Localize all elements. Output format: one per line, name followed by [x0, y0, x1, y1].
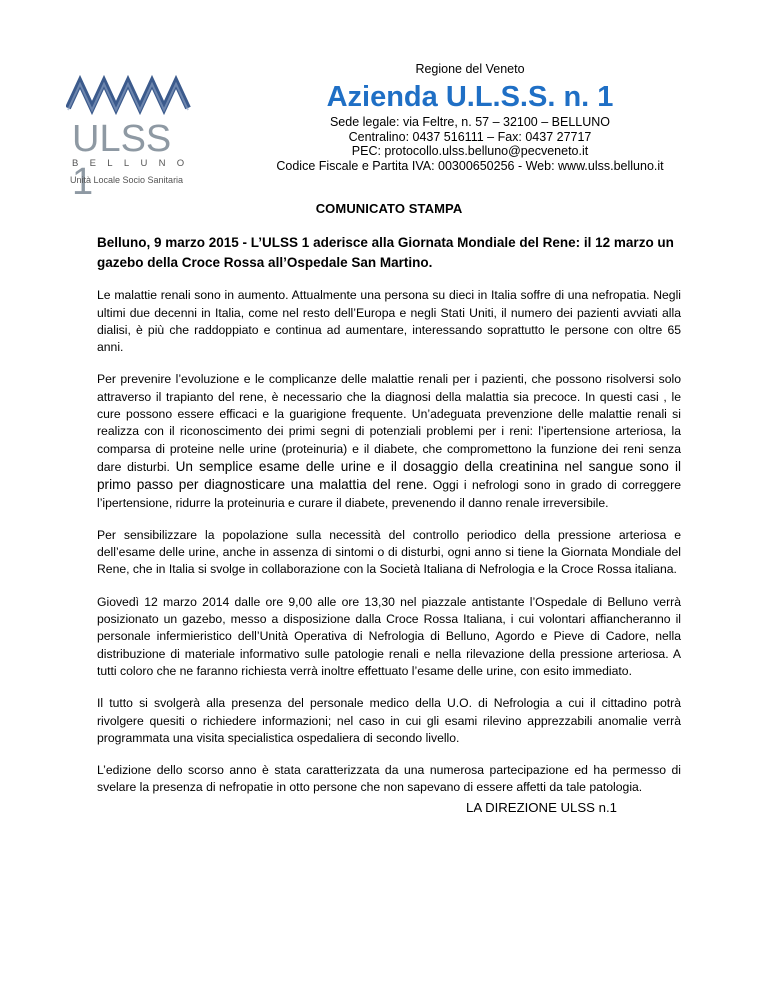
pec-line: PEC: protocollo.ulss.belluno@pecveneto.it [351, 144, 589, 158]
paragraph-text: Oggi i nefrologi sono in grado di correggere l’ipertensione, ridurre la proteinuria e curare il diabete, prevenendo il danno renale irreversibile. [97, 478, 681, 510]
paragraph [97, 762, 681, 797]
azienda-title: Azienda U.L.S.S. n. 1 [326, 81, 614, 113]
signature: LA DIREZIONE ULSS n.1 [466, 800, 617, 815]
paragraph [97, 287, 681, 356]
paragraph-emphasis-text: Un semplice esame delle urine e il dosaggio della creatinina nel sangue sono il primo passo per diagnosticare una malattia del rene. [97, 458, 682, 493]
logo-city-text: BELLUNO [72, 158, 196, 169]
paragraph-text: L’edizione dello scorso anno è stata caratterizzata da una numerosa partecipazione ed ha permesso di svelare la presenza di nefropatie in otto persone che non sapevano di essere affetti da tale patologia. [97, 763, 681, 795]
ulss-wave-logo-icon [66, 74, 192, 124]
document-label: COMUNICATO STAMPA [315, 201, 463, 216]
letterhead [240, 62, 700, 173]
region-label: Regione del Veneto [415, 62, 525, 76]
logo-subtitle: Unità Locale Socio Sanitaria [70, 175, 184, 185]
tax-web-line: Codice Fiscale e Partita IVA: 00300650256 - Web: www.ulss.belluno.it [276, 158, 664, 173]
logo-ulss-text: ULSS 1 [72, 118, 172, 203]
document-headline: Belluno, 9 marzo 2015 - L’ULSS 1 aderisce alla Giornata Mondiale del Rene: il 12 marzo un gazebo della Croce Rossa all’Ospedale San Martino. [97, 235, 674, 271]
paragraph-text: Le malattie renali sono in aumento. Attualmente una persona su dieci in Italia soffre di una nefropatia. Negli ultimi due decenni in Italia, come nel resto dell’Europa e negli Stati Uniti, il numero dei pazienti avviati alla dialisi, è più che raddoppiato e continua ad aumentare, interessando soprattutto le persone con oltre 65 anni. [97, 288, 681, 355]
document-body [97, 200, 681, 812]
paragraph [97, 594, 681, 680]
paragraph-text: Il tutto si svolgerà alla presenza del personale medico della U.O. di Nefrologia a cui il cittadino potrà rivolgere quesiti o richiedere informazioni; nel caso in cui gli esami rilevino apprezzabili anomalie verrà programmata una visita specialistica ospedaliera di secondo livello. [97, 696, 681, 745]
ulss-logo [66, 74, 196, 203]
address-line: Sede legale: via Feltre, n. 57 – 32100 – BELLUNO [329, 115, 611, 129]
paragraph [97, 371, 681, 511]
paragraph-text: Per sensibilizzare la popolazione sulla necessità del controllo periodico della pressione arteriosa e dell’esame delle urine, anche in assenza di sintomi o di disturbi, ogni anno si tiene la Giornata Mondiale del Rene, che in Italia si svolge in collaborazione con la Società Italiana di Nefrologia e la Croce Rossa italiana. [97, 527, 681, 577]
paragraph-text: Giovedì 12 marzo 2014 dalle ore 9,00 alle ore 13,30 nel piazzale antistante l’Ospedale di Belluno verrà posizionato un gazebo, messo a disposizione dalla Croce Rossa Italiana, i cui volontari affiancheranno il personale infermieristico dell’Unità Operativa di Nefrologia di Belluno, Agordo e Pieve di Cadore, nella distribuzione di materiale informativo sulle patologie renali e nella rilevazione della pressione arteriosa. A tutti coloro che ne faranno richiesta verrà inoltre effettuato l’esame delle urine, con esito immediato. [97, 594, 681, 678]
paragraph-text: Per prevenire l’evoluzione e le complicanze delle malattie renali per i pazienti, che possono risolversi solo attraverso il trapianto del rene, è necessario che la diagnosi della malattia sia precoce. In questi casi , le cure possono essere efficaci e la guarigione frequente. Un’adeguata prevenzione delle malattie renali si realizza con il riconoscimento dei primi segni di potenziali problemi per i reni: l’ipertensione arteriosa, la comparsa di proteine nelle urine (proteinuria) e il diabete, che compromettono la funzione dei reni senza dare disturbi. [97, 372, 681, 474]
phone-line: Centralino: 0437 516111 – Fax: 0437 27717 [348, 129, 592, 144]
paragraph [97, 695, 681, 747]
paragraph [97, 527, 681, 579]
